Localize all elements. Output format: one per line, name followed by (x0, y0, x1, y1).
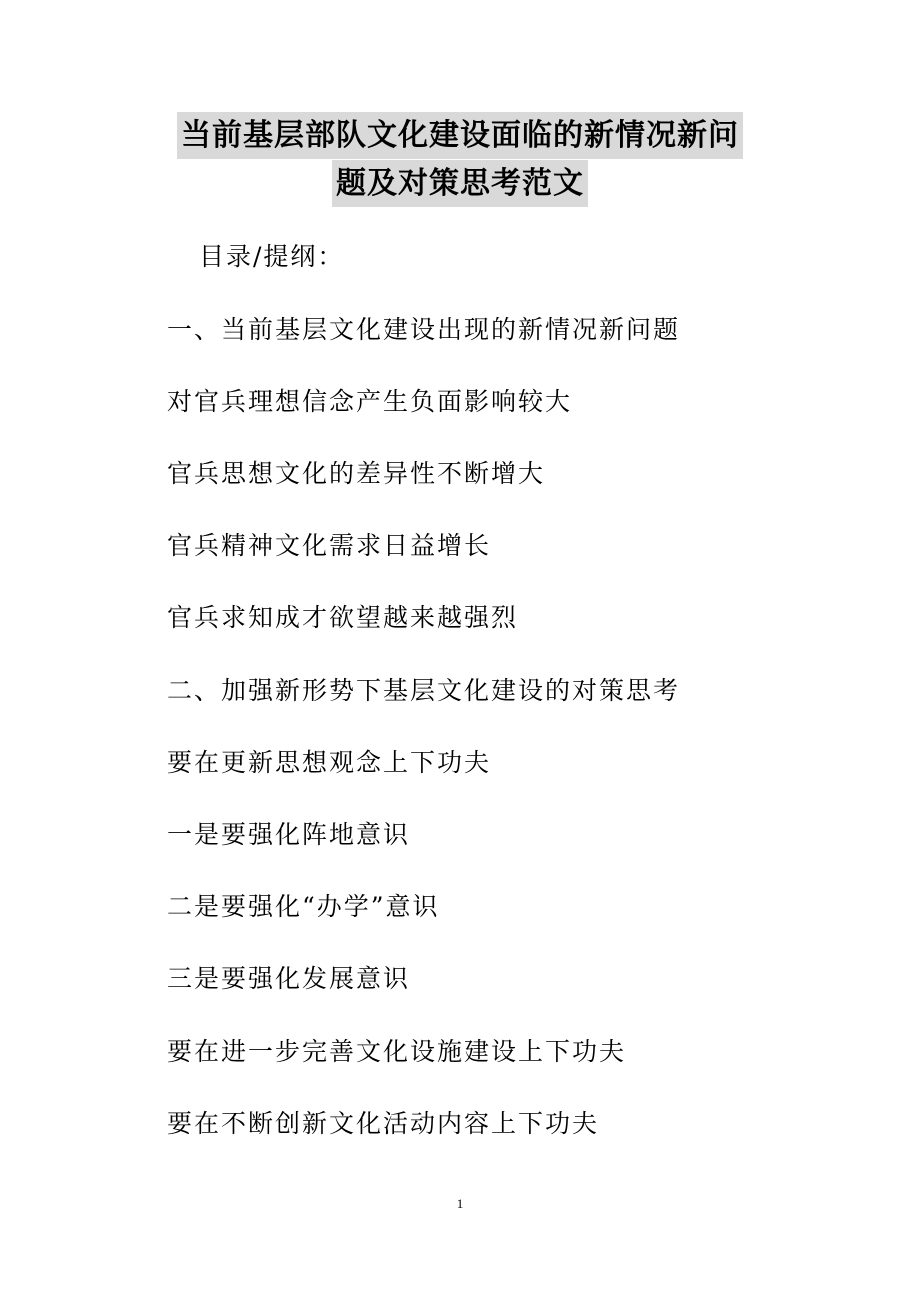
title-line-2-text: 题及对策思考范文 (332, 160, 588, 207)
toc-section-heading-1: 一、当前基层文化建设出现的新情况新问题 (167, 315, 681, 344)
toc-section-heading-2: 二、加强新形势下基层文化建设的对策思考 (167, 676, 681, 705)
toc-item: 要在不断创新文化活动内容上下功夫 (167, 1109, 600, 1138)
toc-item: 二是要强化“办学”意识 (167, 892, 440, 921)
toc-item: 三是要强化发展意识 (167, 964, 411, 993)
toc-item: 官兵求知成才欲望越来越强烈 (167, 603, 519, 632)
page-number: 1 (456, 1196, 464, 1211)
title-line-1-text: 当前基层部队文化建设面临的新情况新问 (177, 112, 743, 159)
toc-label: 目录/提纲： (199, 242, 345, 271)
toc-item: 官兵思想文化的差异性不断增大 (167, 459, 546, 488)
toc-item: 官兵精神文化需求日益增长 (167, 531, 492, 560)
toc-item: 要在进一步完善文化设施建设上下功夫 (167, 1037, 627, 1066)
toc-item: 一是要强化阵地意识 (167, 820, 411, 849)
document-title-line-1 (0, 118, 920, 153)
document-title-line-2 (0, 166, 920, 201)
toc-item: 要在更新思想观念上下功夫 (167, 748, 492, 777)
toc-item: 对官兵理想信念产生负面影响较大 (167, 387, 573, 416)
